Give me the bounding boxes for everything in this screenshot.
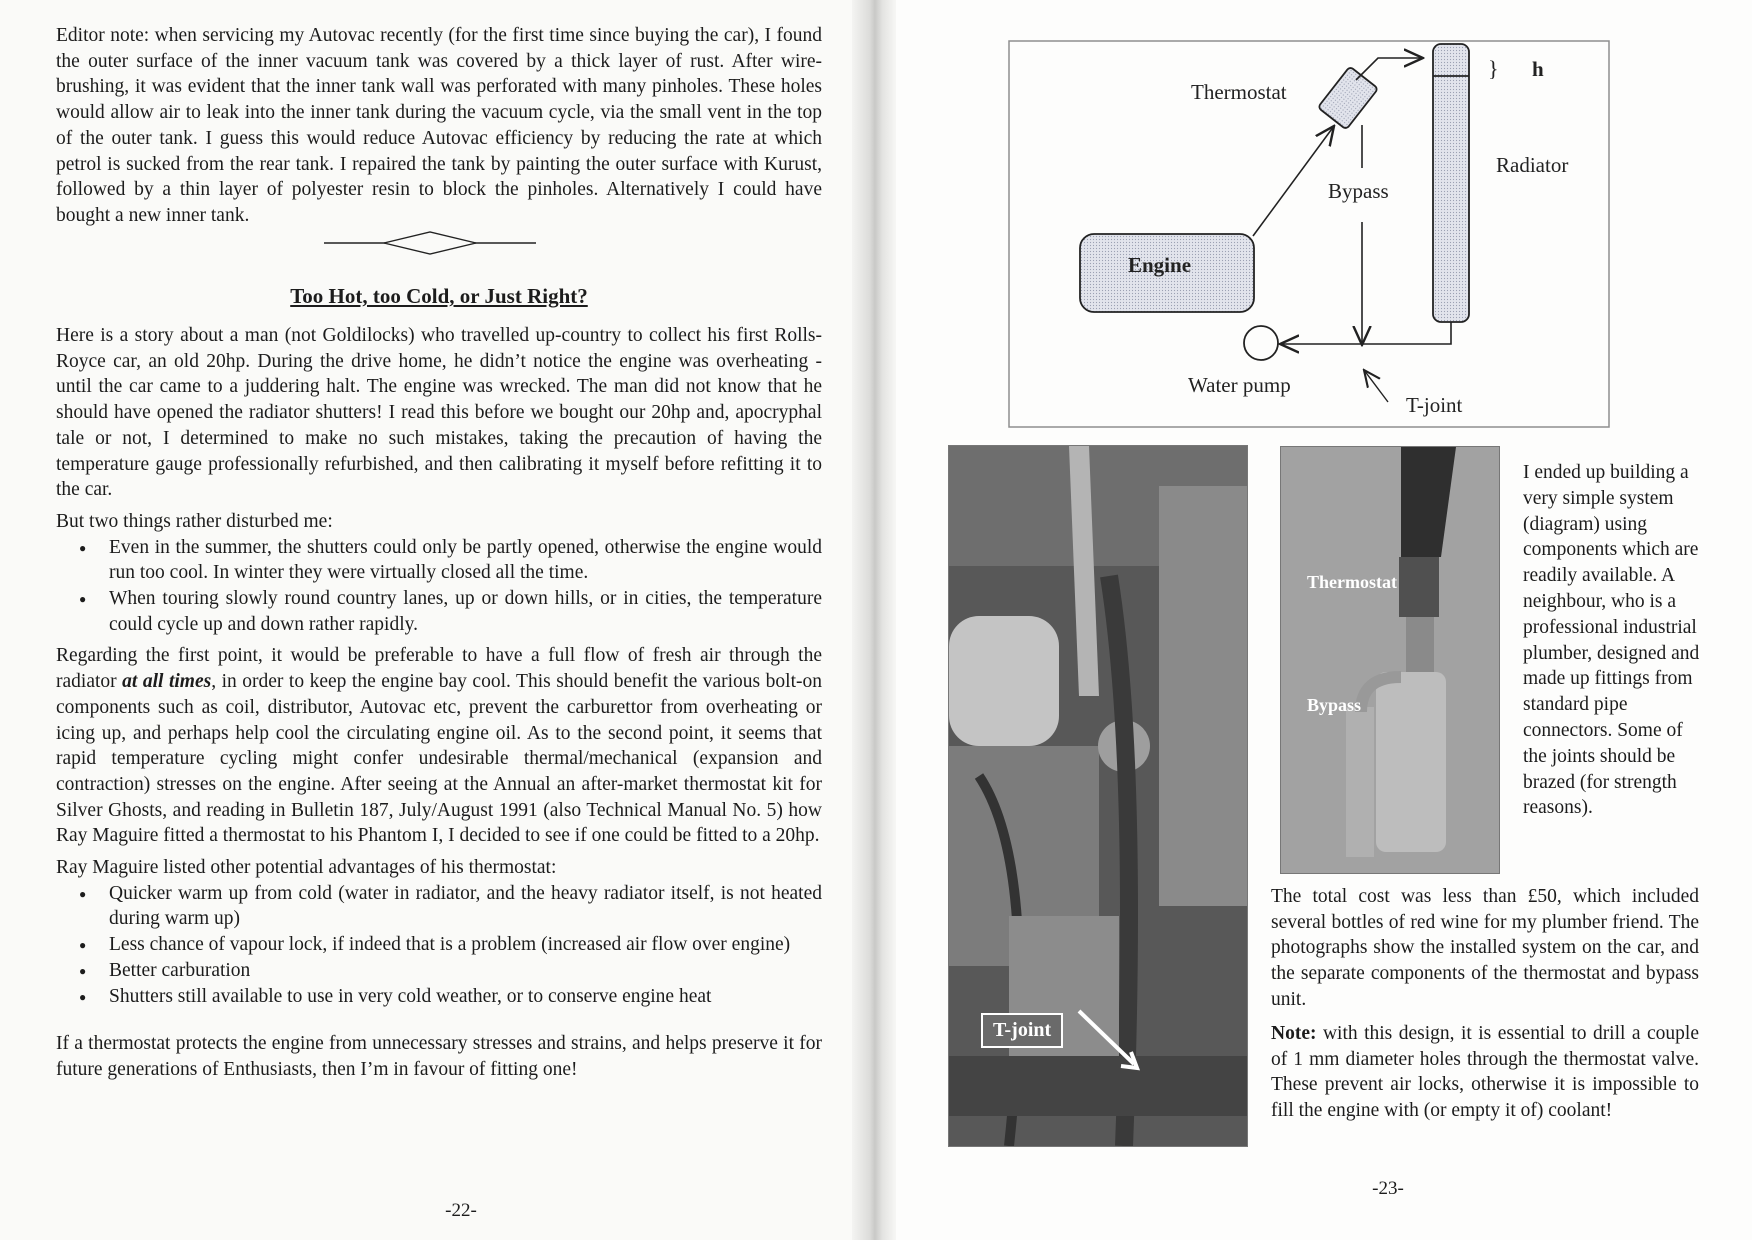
bypass-photo-label: Bypass [1307,695,1362,715]
thermostat-components-illustration [1281,447,1499,873]
bypass-label: Bypass [1328,179,1389,203]
engine-label: Engine [1128,253,1192,277]
emphasis-text: at all times [122,671,212,693]
thermostat-photo-label: Thermostat [1307,572,1397,592]
list-item: ● When touring slowly round country lanes, up or down hills, or in cities, the temperature could cycle up and down rather rapidly. [109,586,822,637]
article-body [56,323,822,1083]
water-pump-label: Water pump [1188,373,1291,397]
list-item: ● Even in the summer, the shutters could only be partly opened, otherwise the engine would run too cool. In winter they were virtually closed all the time. [109,535,822,586]
side-paragraph: I ended up building a very simple system (diagram) using components which are readily available. A neighbour, who is a professional industrial plumber, designed and made up fittings from standard pipe connectors. Some of the joints should be brazed (for strength reasons). [1523,462,1700,819]
h-brace: } [1488,56,1499,81]
note-label: Note: [1271,1023,1317,1044]
paragraph-advantages-intro: Ray Maguire listed other potential advantages of his thermostat: [56,857,557,879]
paragraph-story: Here is a story about a man (not Goldilocks) who travelled up-country to collect his first Rolls-Royce car, an old 20hp. During the drive home, he didn’t notice the engine was overheating - until the car came to a juddering halt. The engine was wrecked. The man did not know that he should have opened the radiator shutters! I read this before we bought our 20hp and, apocryphal tale or not, I determined to make no such mistakes, taking the precaution of having the temperature gauge professionally refurbished, and then calibrating it myself before refitting it to the car. [56,325,822,501]
thermostat-label: Thermostat [1191,80,1287,104]
radiator-label: Radiator [1496,153,1569,177]
water-pump-circle [1244,326,1278,360]
radiator-box [1433,44,1469,322]
list-item: ● Less chance of vapour lock, if indeed that is a problem (increased air flow over engine) [109,932,822,958]
h-label: h [1532,57,1544,81]
page-gutter [852,0,896,1240]
editor-note: Editor note: when servicing my Autovac recently (for the first time since buying the car), I found the outer surface of the inner vacuum tank was covered by a thick layer of rust. After wire-brushing, it was evident that the inner tank wall was perforated with many pinholes. These holes would allow air to leak into the inner tank during the vacuum cycle, via the small vent in the top of the outer tank. I guess this would reduce Autovac efficiency by reducing the rate at which petrol is sucked from the rear tank. I repaired the tank by painting the outer surface with Kurust, followed by a thin layer of polyester resin to block the pinholes. Alternatively I could have bought a new inner tank. [56,25,822,226]
section-divider [324,228,536,258]
t-joint-photo-label: T-joint [981,1013,1063,1048]
cooling-system-diagram [1008,40,1610,428]
list-item: ● Quicker warm up from cold (water in radiator, and the heavy radiator itself, is not heated during warm up) [109,881,822,932]
paragraph-reasoning: Regarding the first point, it would be preferable to have a full flow of fresh air through the radiator at all times, in order to keep the engine bay cool. This should benefit the various bolt-on components such as coil, distributor, Autovac etc, prevent the carburettor from overheating or icing up, and perhaps help cool the circulating engine oil. As to the second point, it seems that rapid temperature cycling might confer undesirable thermal/mechanical (expansion and contraction) stresses on the engine. After seeing at the Annual an after-market thermostat kit for Silver Ghosts, and reading in Bulletin 187, July/August 1991 (also Technical Manual No. 5) how Ray Maguire fitted a thermostat to his Phantom I, I decided to see if one could be fitted to a 20hp. [56,645,822,847]
cost-paragraph: The total cost was less than £50, which included several bottles of red wine for my plumber friend. The photographs show the installed system on the car, and the separate components of the thermostat and bypass unit. [1271,886,1699,1010]
paragraph-concerns: But two things rather disturbed me: [56,510,333,532]
engine-bay-photo [948,445,1248,1147]
article-heading: Too Hot, too Cold, or Just Right? [290,284,588,308]
advantages-list [56,881,822,1010]
t-joint-label: T-joint [1406,393,1463,417]
page-number: -23- [1372,1178,1404,1199]
list-item: ● Better carburation [109,958,822,984]
concerns-list [56,535,822,638]
paragraph-conclusion: If a thermostat protects the engine from unnecessary stresses and strains, and helps preserve it for future generations of Enthusiasts, then I’m in favour of fitting one! [56,1033,822,1080]
page-number: -22- [445,1200,477,1221]
note-paragraph: Note: with this design, it is essential to drill a couple of 1 mm diameter holes through the thermostat valve. These prevent air locks, otherwise it is impossible to fill the engine with (or empty it of) coolant! [1271,1023,1699,1122]
list-item: ● Shutters still available to use in very cold weather, or to conserve engine heat [109,984,822,1010]
thermostat-components-photo [1280,446,1500,874]
